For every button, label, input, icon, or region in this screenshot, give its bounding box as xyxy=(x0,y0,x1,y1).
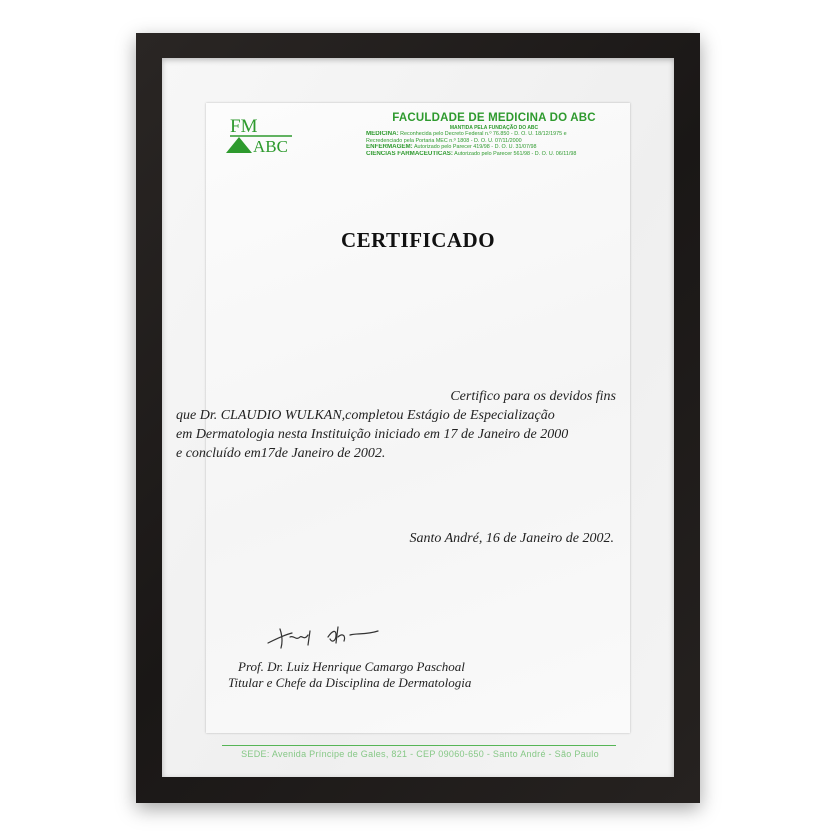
header-line-enfermagem: ENFERMAGEM: Autorizado pelo Parecer 419/98 - D. O. U. 31/07/98 xyxy=(366,144,537,151)
body-line-1: Certifico para os devidos fins xyxy=(450,389,616,404)
footer-address: SEDE: Avenida Príncipe de Gales, 821 - CEP 09060-650 - Santo André - São Paulo xyxy=(241,749,599,759)
institution-header xyxy=(366,112,622,157)
header-line-farmaceuticas: CIÊNCIAS FARMACÊUTICAS: Autorizado pelo Parecer 561/98 - D. O. U. 06/11/98 xyxy=(366,150,577,157)
certificate-body xyxy=(176,387,616,463)
signer-block xyxy=(228,659,471,691)
body-line-2: que Dr. CLAUDIO WULKAN,completou Estágio de Especialização xyxy=(176,408,555,423)
logo-top-text: FM xyxy=(230,116,258,137)
certificate-title: CERTIFICADO xyxy=(340,228,496,252)
body-line-3: em Dermatologia nesta Instituição iniciado em 17 de Janeiro de 2000 xyxy=(176,427,569,442)
certificate-paper xyxy=(176,103,630,759)
signer-role: Titular e Chefe da Disciplina de Dermatologia xyxy=(228,675,472,690)
picture-frame xyxy=(136,33,700,803)
institution-name: FACULDADE DE MEDICINA DO ABC xyxy=(392,112,596,124)
header-line-recredenciado: Recredenciado pela Portaria MEC n.º 1808 - D. O. U. 07/11/2000 xyxy=(366,137,522,144)
signer-name: Prof. Dr. Luiz Henrique Camargo Paschoal xyxy=(238,659,465,674)
handwritten-signature xyxy=(266,621,386,651)
header-line-medicina: MEDICINA: Reconhecida pelo Decreto Federal n.º 76.850 - D. O. U. 18/12/1975 e xyxy=(366,131,567,137)
footer-divider xyxy=(222,745,616,746)
place-and-date: Santo André, 16 de Janeiro de 2002. xyxy=(409,531,614,546)
institution-subtitle: MANTIDA PELA FUNDAÇÃO DO ABC xyxy=(449,125,539,131)
fmabc-logo xyxy=(226,115,296,155)
body-line-4: e concluído em17de Janeiro de 2002. xyxy=(176,446,386,461)
frame-mat xyxy=(162,58,674,777)
logo-bottom-text: ABC xyxy=(253,137,288,155)
